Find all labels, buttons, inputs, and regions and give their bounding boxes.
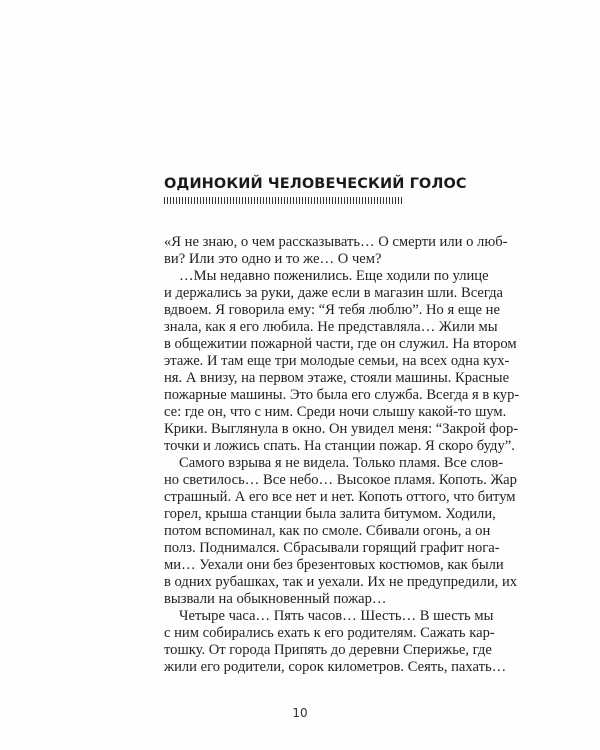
text-line: жили его родители, сорок километров. Сеять, пахать… [164, 659, 507, 675]
text-line: ви? Или это одно и то же… О чем? [164, 251, 382, 267]
text-line: полз. Поднимался. Сбрасывали горящий графит нога- [164, 540, 500, 556]
text-line: Самого взрыва я не видела. Только пламя. Все слов- [179, 455, 504, 471]
text-line: этаже. И там еще три молодые семьи, на всех одна кух- [164, 353, 510, 369]
text-line: горел, крыша станции была залита битумом. Ходили, [164, 506, 496, 522]
page-number: 10 [292, 706, 308, 720]
text-line: ми… Уехали они без брезентовых костюмов, как были [164, 557, 504, 573]
text-line: …Мы недавно поженились. Еще ходили по улице [179, 268, 489, 284]
text-line: страшный. А его все нет и нет. Копоть оттого, что битум [164, 489, 516, 505]
text-line: се: где он, что с ним. Среди ночи слышу какой-то шум. [164, 404, 507, 420]
text-line: вдвоем. Я говорила ему: “Я тебя люблю”. Но я еще не [164, 302, 500, 318]
text-line: потом вспоминал, как по смоле. Сбивали огонь, а он [164, 523, 491, 539]
text-line: и держались за руки, даже если в магазин шли. Всегда [164, 285, 503, 301]
text-line: Четыре часа… Пять часов… Шесть… В шесть мы [179, 608, 494, 624]
chapter-heading: ОДИНОКИЙ ЧЕЛОВЕЧЕСКИЙ ГОЛОС [164, 176, 467, 192]
body-text [164, 234, 520, 676]
text-line: вызвали на обыкновенный пожар… [164, 591, 387, 607]
text-line: но светилось… Все небо… Высокое пламя. Копоть. Жар [164, 472, 517, 488]
text-line: в одних рубашках, так и уехали. Их не предупредили, их [164, 574, 518, 590]
text-line: с ним собирались ехать к его родителям. Сажать кар- [164, 625, 495, 641]
text-line: ня. А внизу, на первом этаже, стояли машины. Красные [164, 370, 510, 386]
text-line: тошку. От города Припять до деревни Сперижье, где [164, 642, 492, 658]
text-line: точки и ложись спать. На станции пожар. Я скоро буду”. [164, 438, 515, 454]
heading-underline-ornament [164, 197, 403, 204]
text-line: «Я не знаю, о чем рассказывать… О смерти или о люб- [164, 234, 508, 250]
text-line: в общежитии пожарной части, где он служил. На втором [164, 336, 517, 352]
text-line: знала, как я его любила. Не представляла… Жили мы [164, 319, 498, 335]
text-line: Крики. Выглянула в окно. Он увидел меня: “Закрой фор- [164, 421, 519, 437]
text-line: пожарные машины. Это была его служба. Всегда я в кур- [164, 387, 520, 403]
